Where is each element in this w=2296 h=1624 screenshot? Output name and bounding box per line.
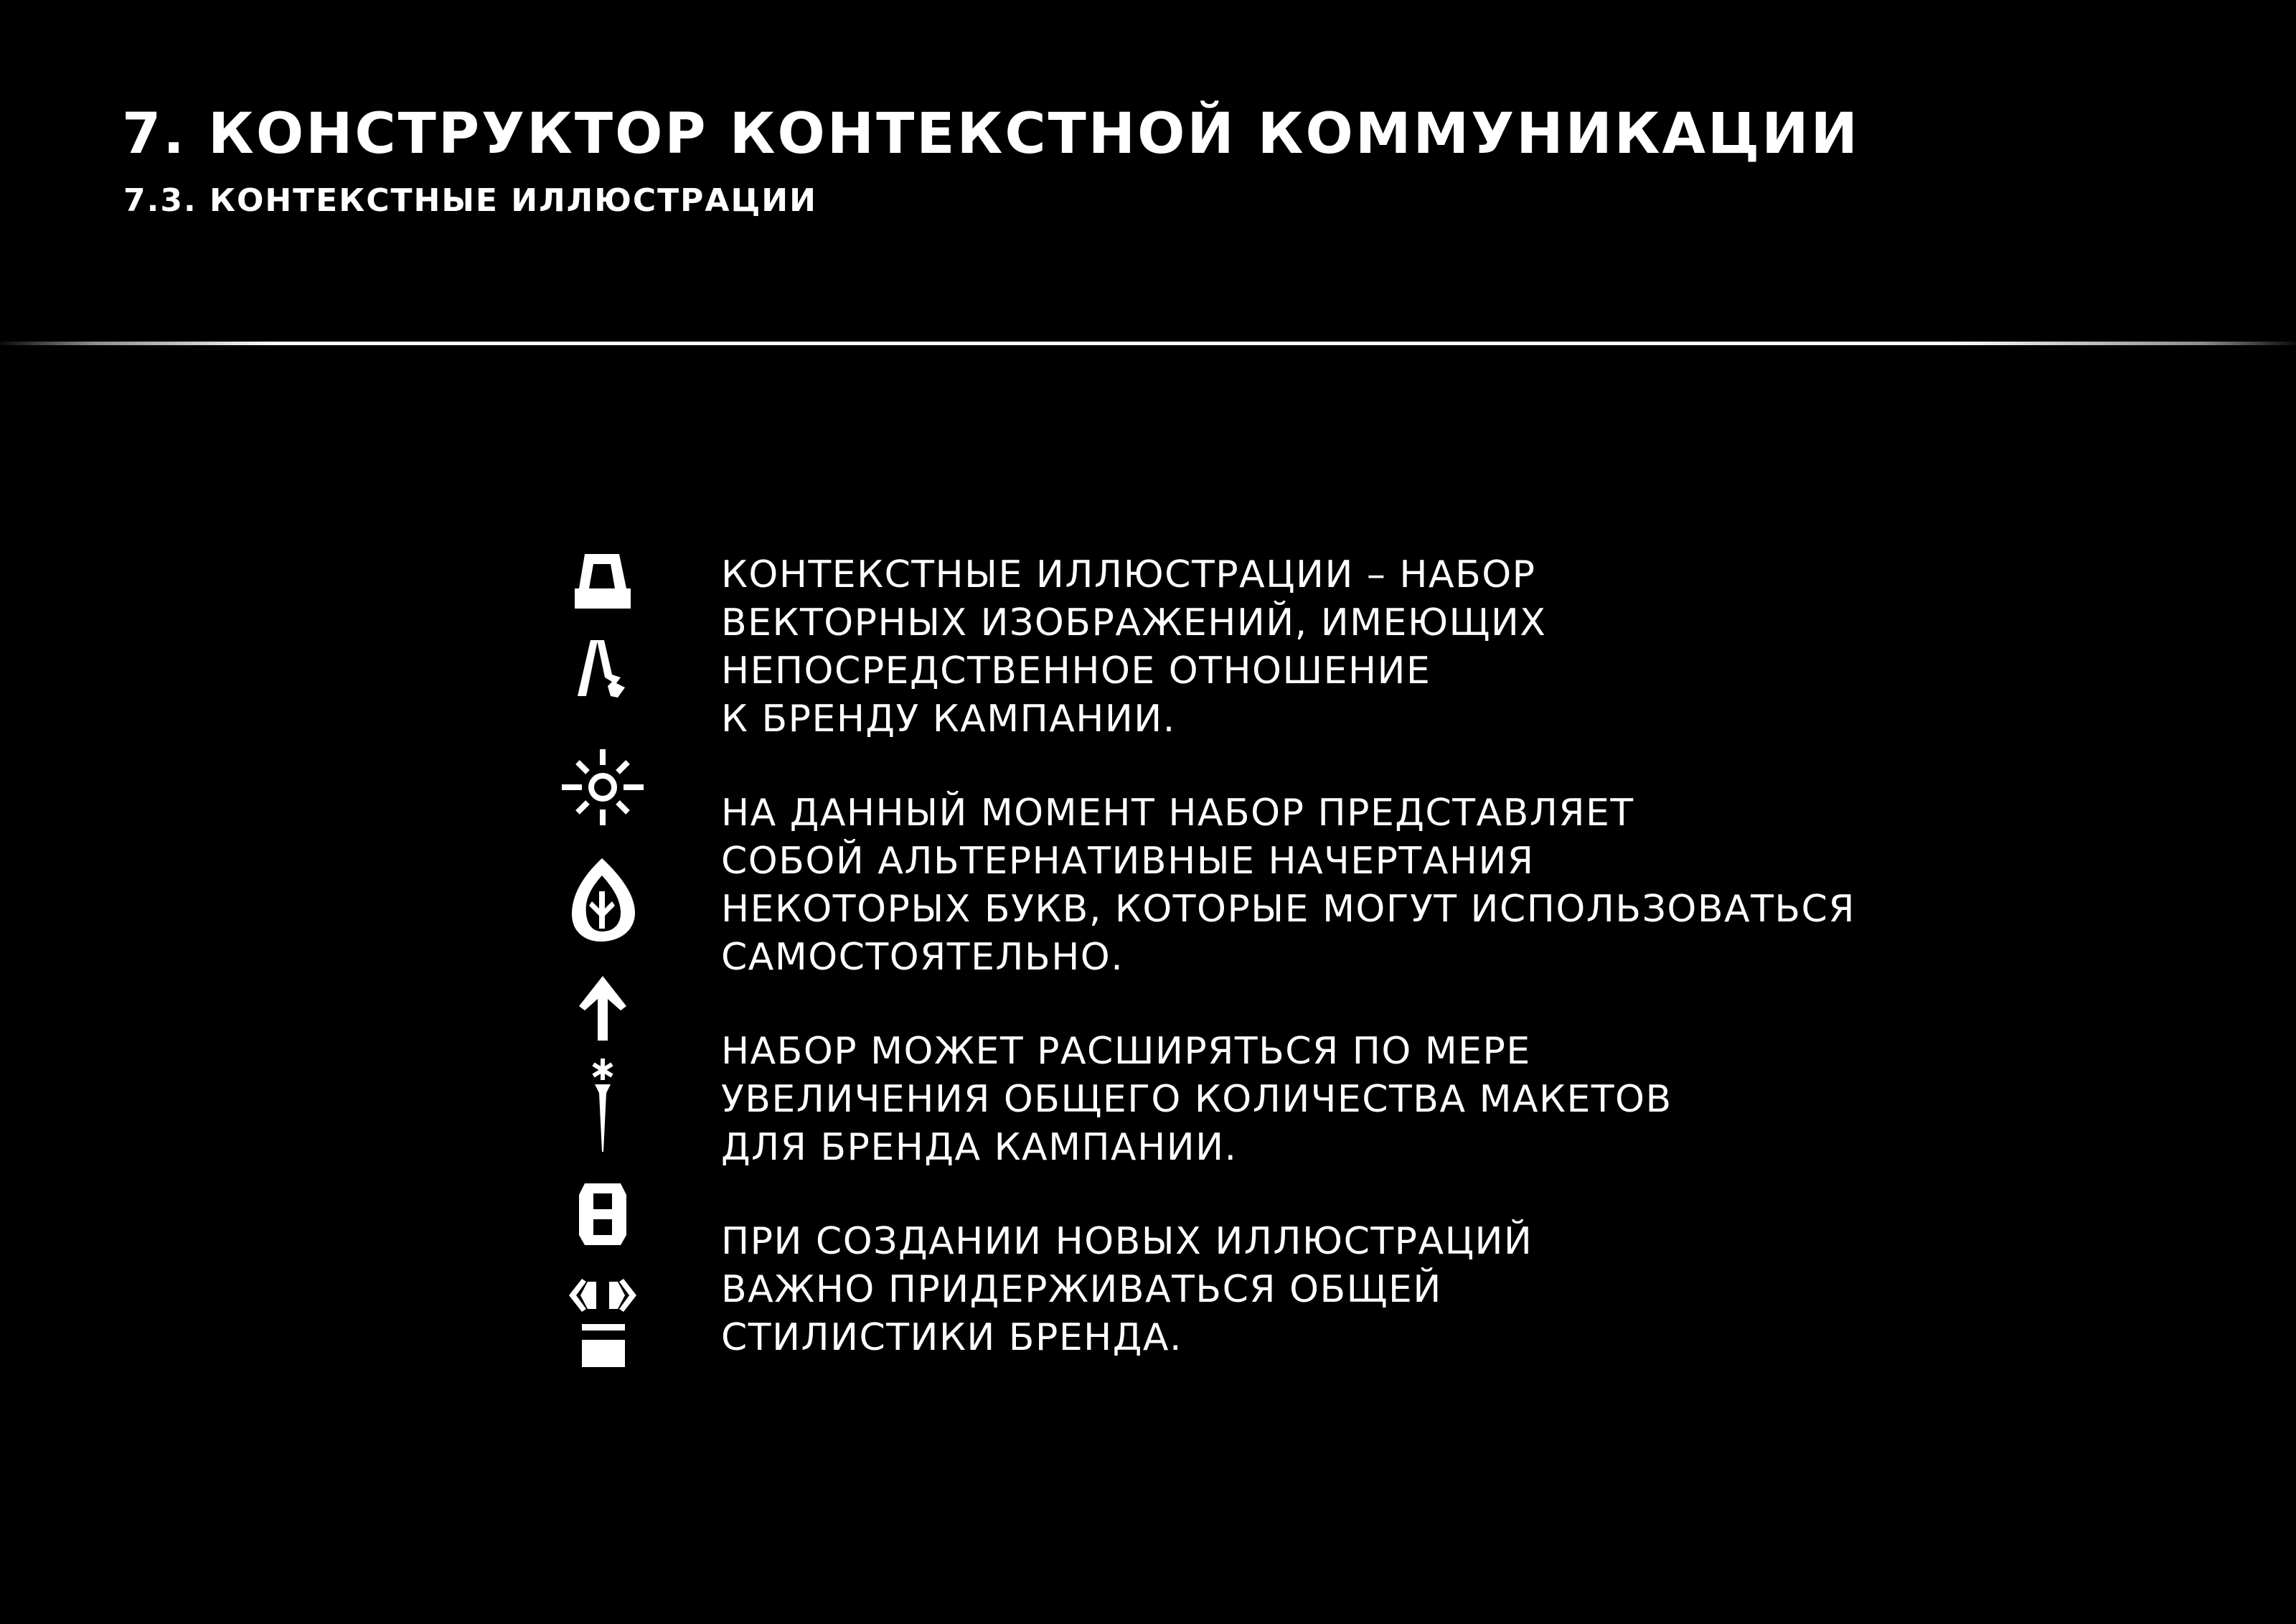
- text-line: НЕПОСРЕДСТВЕННОЕ ОТНОШЕНИЕ: [721, 649, 1431, 693]
- description-paragraph-2: [721, 789, 1941, 982]
- text-line: ПРИ СОЗДАНИИ НОВЫХ ИЛЛЮСТРАЦИЙ: [721, 1220, 1533, 1263]
- description-paragraph-4: [721, 1218, 1941, 1362]
- box-letter-icon: [556, 1173, 649, 1252]
- text-line: НАБОР МОЖЕТ РАСШИРЯТЬСЯ ПО МЕРЕ: [721, 1030, 1531, 1073]
- arrow-up-icon: [556, 969, 649, 1048]
- text-line: ДЛЯ БРЕНДА КАМПАНИИ.: [721, 1126, 1238, 1169]
- description-paragraph-1: [721, 551, 1941, 743]
- section-subtitle: 7.3. КОНТЕКСТНЫЕ ИЛЛЮСТРАЦИИ: [123, 182, 817, 219]
- text-line: ВАЖНО ПРИДЕРЖИВАТЬСЯ ОБЩЕЙ: [721, 1268, 1442, 1311]
- text-line: УВЕЛИЧЕНИЯ ОБЩЕГО КОЛИЧЕСТВА МАКЕТОВ: [721, 1078, 1672, 1121]
- text-line: САМОСТОЯТЕЛЬНО.: [721, 936, 1124, 979]
- star-pillar-icon: [556, 1051, 649, 1159]
- text-line: НЕКОТОРЫХ БУКВ, КОТОРЫЕ МОГУТ ИСПОЛЬЗОВАТЬСЯ: [721, 888, 1855, 931]
- description-paragraph-3: [721, 1028, 1941, 1172]
- page-title: 7. КОНСТРУКТОР КОНТЕКСТНОЙ КОММУНИКАЦИИ: [122, 102, 1860, 166]
- leaf-icon: [556, 854, 649, 947]
- trapezoid-letter-icon: [556, 545, 649, 617]
- header-divider: [0, 342, 2296, 345]
- description-block: [721, 551, 1941, 1408]
- text-line: НА ДАННЫЙ МОМЕНТ НАБОР ПРЕДСТАВЛЯЕТ: [721, 792, 1634, 835]
- broken-lambda-icon: [556, 633, 649, 705]
- text-line: ВЕКТОРНЫХ ИЗОБРАЖЕНИЙ, ИМЕЮЩИХ: [721, 601, 1547, 644]
- sun-icon: [556, 741, 649, 834]
- text-line: СОБОЙ АЛЬТЕРНАТИВНЫЕ НАЧЕРТАНИЯ: [721, 840, 1535, 883]
- block-letter-icon: [556, 1288, 649, 1381]
- illustration-column: [556, 545, 649, 1363]
- text-line: СТИЛИСТИКИ БРЕНДА.: [721, 1316, 1183, 1359]
- text-line: КОНТЕКСТНЫЕ ИЛЛЮСТРАЦИИ – НАБОР: [721, 553, 1536, 596]
- text-line: К БРЕНДУ КАМПАНИИ.: [721, 698, 1176, 741]
